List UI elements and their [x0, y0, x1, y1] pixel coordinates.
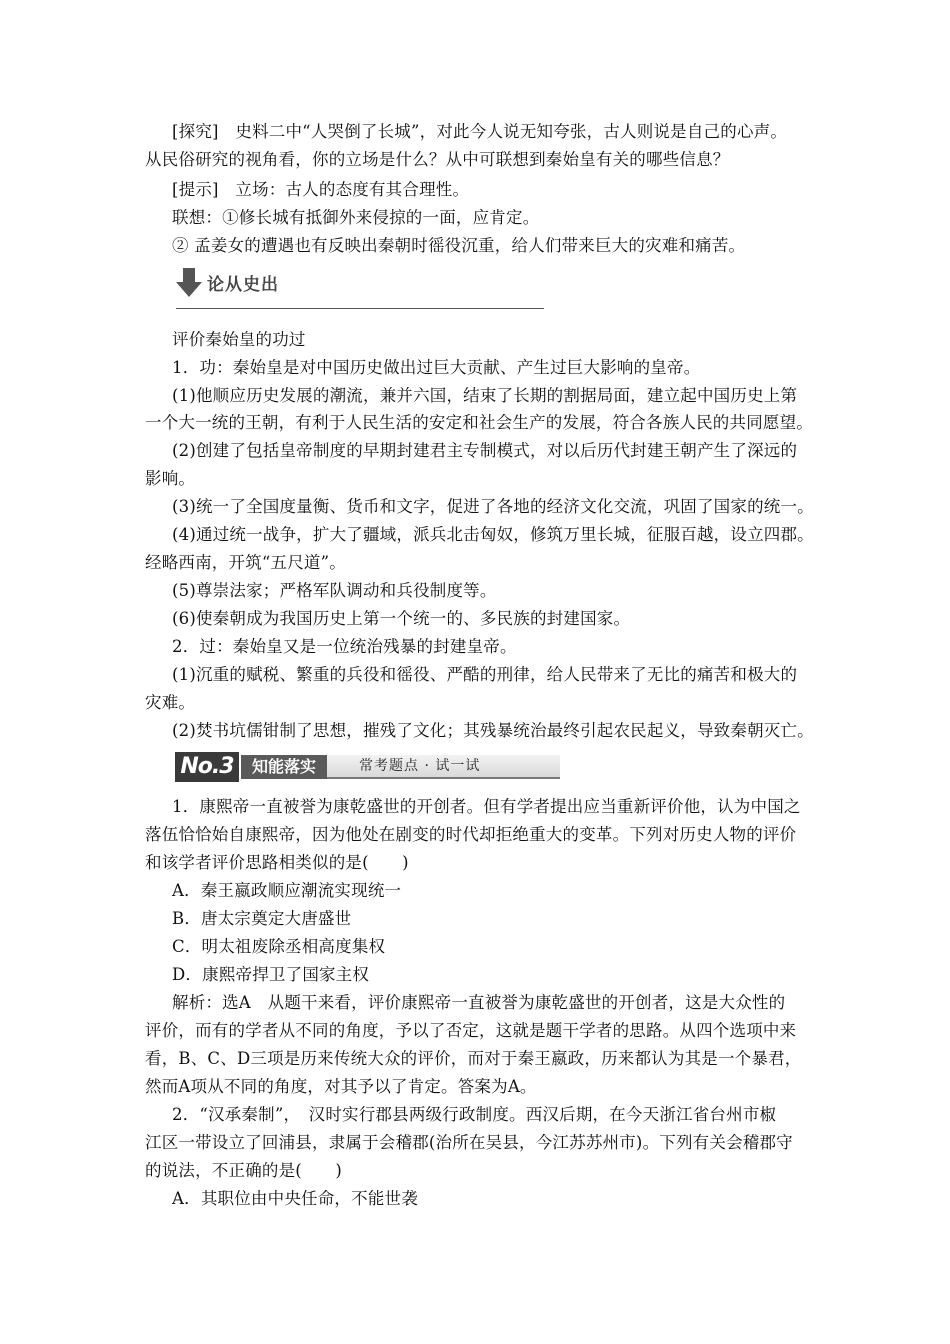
q1-explanation-line-2: 评价，而有的学者从不同的角度，予以了否定，这就是题干学者的思路。从四个选项中来	[145, 1021, 797, 1040]
q1-explanation-line-4: 然而A项从不同的角度，对其予以了肯定。答案为A。	[145, 1077, 537, 1096]
q1-stem-line-2: 落伍恰恰始自康熙帝，因为他处在剧变的时代却拒绝重大的变革。下列对历史人物的评价	[145, 825, 797, 844]
q1-stem-line-1: 1．康熙帝一直被誉为康乾盛世的开创者。但有学者提出应当重新评价他，认为中国之	[172, 797, 801, 816]
q2-stem-line-2: 江区一带设立了回浦县，隶属于会稽郡(治所在吴县，今江苏苏州市)。下列有关会稽郡守	[145, 1133, 793, 1152]
section-heading: 论从史出	[207, 275, 279, 295]
q1-stem-line-3: 和该学者评价思路相类似的是( )	[145, 853, 409, 872]
fault-2: (2)焚书坑儒钳制了思想，摧残了文化；其残暴统治最终引起农民起义，导致秦朝灭亡。	[172, 721, 814, 740]
merit-5: (5)尊崇法家；严格军队调动和兵役制度等。	[172, 581, 497, 600]
q1-option-b: B．唐太宗奠定大唐盛世	[172, 909, 352, 928]
q2-stem-line-3: 的说法，不正确的是( )	[145, 1161, 342, 1180]
merit-2-line-2: 影响。	[145, 469, 196, 488]
merit-4-line-2: 经略西南，开筑“五尺道”。	[145, 553, 346, 572]
section-divider	[176, 308, 544, 309]
merit-2-line-1: (2)创建了包括皇帝制度的早期封建君主专制模式，对以后历代封建王朝产生了深远的	[172, 441, 798, 460]
fault-1-line-1: (1)沉重的赋税、繁重的兵役和徭役、严酷的刑律，给人民带来了无比的痛苦和极大的	[172, 665, 798, 684]
merit-1-line-1: (1)他顺应历史发展的潮流，兼并六国，结束了长期的割据局面，建立起中国历史上第	[172, 386, 798, 405]
q1-explanation-line-3: 看，B、C、D三项是历来传统大众的评价，而对于秦王嬴政，历来都认为其是一个暴君，	[145, 1049, 802, 1068]
q1-explanation-line-1: 解析：选A 从题干来看，评价康熙帝一直被誉为康乾盛世的开创者，这是大众性的	[172, 993, 786, 1012]
practice-banner-subtitle: 常考题点 · 试一试	[359, 758, 481, 774]
inquiry-question-line-1: [探究] 史料二中“人哭倒了长城”，对此今人说无知夸张，古人则说是自己的心声。	[172, 122, 788, 141]
merit-heading: 1．功：秦始皇是对中国历史做出过巨大贡献、产生过巨大影响的皇帝。	[172, 358, 701, 377]
merit-1-line-2: 一个大一统的王朝，有利于人民生活的安定和社会生产的发展，符合各族人民的共同愿望。	[145, 413, 813, 432]
fault-heading: 2．过：秦始皇又是一位统治残暴的封建皇帝。	[172, 637, 517, 656]
practice-banner-bar	[327, 755, 560, 779]
q2-stem-line-1: 2．“汉承秦制”， 汉时实行郡县两级行政制度。西汉后期，在今天浙江省台州市椒	[172, 1105, 777, 1124]
inquiry-association-1: 联想：①修长城有抵御外来侵掠的一面，应肯定。	[172, 208, 540, 227]
down-arrow-icon	[175, 268, 203, 298]
merit-4-line-1: (4)通过统一战争，扩大了疆域，派兵北击匈奴，修筑万里长城，征服百越，设立四郡。	[172, 525, 814, 544]
inquiry-question-line-2: 从民俗研究的视角看，你的立场是什么？从中可联想到秦始皇有关的哪些信息？	[145, 150, 730, 169]
no3-badge: No.3	[175, 752, 239, 782]
q1-option-a: A．秦王嬴政顺应潮流实现统一	[172, 881, 402, 900]
merit-3: (3)统一了全国度量衡、货币和文字，促进了各地的经济文化交流，巩固了国家的统一。	[172, 497, 814, 516]
inquiry-association-2: ② 孟姜女的遭遇也有反映出秦朝时徭役沉重，给人们带来巨大的灾难和痛苦。	[172, 236, 746, 255]
inquiry-hint: [提示] 立场：古人的态度有其合理性。	[172, 180, 470, 199]
q1-option-d: D．康熙帝捍卫了国家主权	[172, 965, 370, 984]
merit-6: (6)使秦朝成为我国历史上第一个统一的、多民族的封建国家。	[172, 609, 631, 628]
q1-option-c: C．明太祖废除丞相高度集权	[172, 937, 386, 956]
practice-banner	[175, 752, 560, 782]
fault-1-line-2: 灾难。	[145, 693, 196, 712]
q2-option-a: A．其职位由中央任命，不能世袭	[172, 1189, 418, 1208]
evaluation-title: 评价秦始皇的功过	[172, 330, 306, 349]
practice-banner-title: 知能落实	[241, 755, 327, 779]
